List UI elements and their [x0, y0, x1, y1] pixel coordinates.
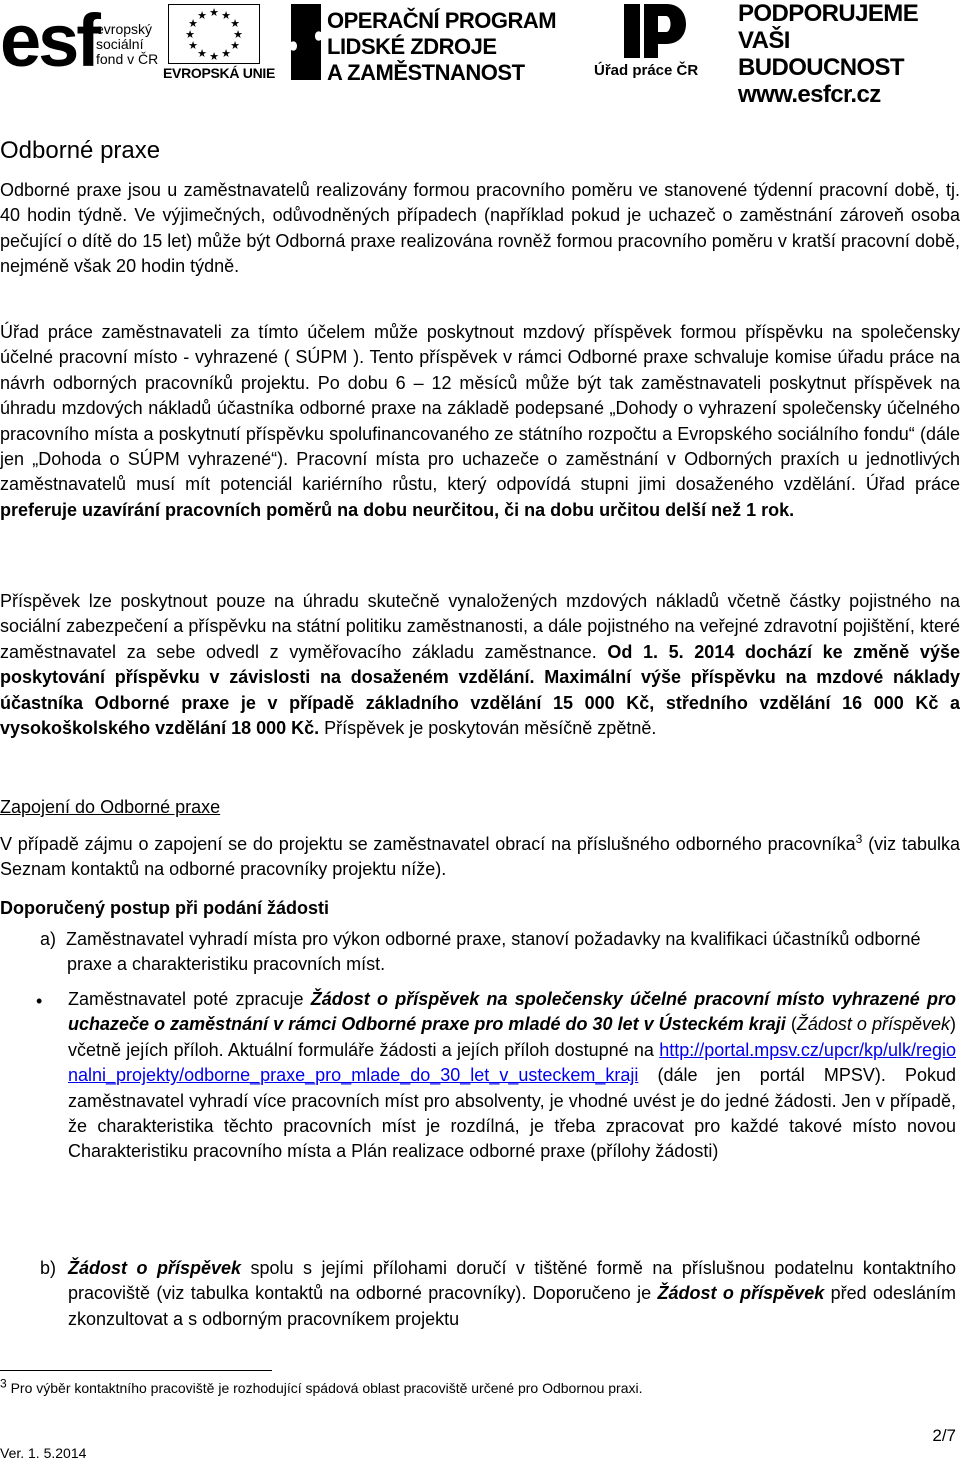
svg-text:★: ★	[188, 39, 198, 52]
portal-mpsv-link[interactable]: http://portal.mpsv.cz/upcr/kp/ulk/regionalni_projekty/odborne_praxe_pro_mlade_do_30_let_v_usteckem_kraji	[68, 1039, 956, 1086]
eu-label: EVROPSKÁ UNIE	[163, 65, 276, 81]
slogan: PODPORUJEME VAŠI BUDOUCNOST www.esfcr.cz	[738, 0, 919, 108]
svg-text:★: ★	[209, 6, 219, 19]
svg-text:★: ★	[230, 39, 240, 52]
paragraph-1: Odborné praxe jsou u zaměstnavatelů realizovány formou pracovního poměru ve stanovené týdenní pracovní době, tj. 40 hodin týdně. Ve výjimečných, odůvodněných případech (například pokud je uchazeč o zaměstnání zároveň osoba pečující o dítě do 15 let) může být Odborná praxe realizována rovněž formou pracovního poměru v kratší pracovní době, nejméně však 20 hodin týdně.	[0, 180, 960, 277]
svg-text:★: ★	[221, 47, 231, 60]
eu-stars-icon	[168, 4, 260, 64]
esf-logo-text: evropský sociální fond v ČR	[96, 21, 159, 67]
paragraph-3: Příspěvek lze poskytnout pouze na úhradu skutečně vynaložených mzdových nákladů včetně částky pojistného na sociální zabezpečení a příspěvku na státní politiku zaměstnanosti, a dále pojistného na veřejné zdravotní pojištění, které zaměstnavatel za sebe odvedl z vyměřovacího základu zaměstnance. Od 1. 5. 2014 dochází ke změně výše poskytování příspěvku v závislosti na dosaženém vzdělání. Maximální výše příspěvku na mzdové náklady účastníka Odborné praxe je v případě základního vzdělání 15 000 Kč, středního vzdělání 16 000 Kč a vysokoškolského vzdělání 18 000 Kč. Příspěvek je poskytován měsíčně zpětně.	[0, 591, 960, 739]
svg-text:★: ★	[209, 50, 219, 63]
esf-logo: esf	[0, 0, 98, 82]
section-heading-postup: Doporučený postup při podání žádosti	[0, 898, 330, 918]
footnote: 3 Pro výběr kontaktního pracoviště je rozhodující spádová oblast pracoviště určené pro Odbornou praxi.	[0, 1376, 643, 1396]
svg-text:★: ★	[233, 28, 243, 41]
bullet-item: Zaměstnavatel poté zpracuje Žádost o příspěvek na společensky účelné pracovní místo vyhrazené pro uchazeče o zaměstnání v rámci Odborné praxe pro mladé do 30 let v Ústeckém kraji (Žádost o příspěvek) včetně jejích příloh. Aktuální formuláře žádosti a jejích příloh dostupné na http://portal.mpsv.cz/upcr/kp/ulk/regionalni_projekty/odborne_praxe_pro_mlade_do_30_let_v_usteckem_kraji (dále jen portál MPSV). Pokud zaměstnavatel vyhradí více pracovních míst pro absolventy, je vhodné uvést je do jedné žádosti. Jen v případě, že charakteristika těchto pracovních míst je rozdílná, je třeba zpracovat pro každé takové místo novou Charakteristiku pracovního místa a Plán realizace odborné praxe (přílohy žádosti)	[68, 989, 956, 1162]
page-number: 2/7	[932, 1426, 956, 1445]
paragraph-2: Úřad práce zaměstnavateli za tímto účelem může poskytnout mzdový příspěvek formou příspěvku na společensky účelné pracovní místo - vyhrazené ( SÚPM ). Tento příspěvek v rámci Odborné praxe schvaluje komise úřadu práce na návrh odborných pracovníků projektu. Po dobu 6 – 12 měsíců může být tak zaměstnavateli poskytnut příspěvek na úhradu mzdových nákladů účastníka odborné praxe na základě podepsané „Dohody o vyhrazení společensky účelného pracovního místa a poskytnutí příspěvku spolufinancovaného ze státního rozpočtu a Evropského sociálního fondu“ (dále jen „Dohoda o SÚPM vyhrazené“). Pracovní místa pro uchazeče o zaměstnání v Odborných praxích u jednotlivých zaměstnavatelů musí mít potenciál kariérního růstu, který odpovídá stupni jimi dosaženého vzdělání. Úřad práce preferuje uzavírání pracovních poměrů na dobu neurčitou, či na dobu určitou delší než 1 rok.	[0, 322, 960, 520]
section-heading-zapojeni: Zapojení do Odborné praxe	[0, 797, 221, 817]
page-title: Odborné praxe	[0, 137, 161, 164]
urad-prace-label: Úřad práce ČR	[594, 62, 699, 79]
svg-text:★: ★	[230, 17, 240, 30]
svg-text:★: ★	[197, 47, 207, 60]
urad-prace-logo-icon	[622, 2, 688, 60]
puzzle-icon	[289, 2, 323, 82]
op-logo-text: OPERAČNÍ PROGRAM LIDSKÉ ZDROJE A ZAMĚSTNANOST	[327, 8, 557, 85]
footnote-ref: 3	[855, 832, 863, 846]
list-item-b-label: b)	[40, 1258, 57, 1278]
svg-text:★: ★	[188, 17, 198, 30]
svg-text:★: ★	[197, 9, 207, 22]
version-label: Ver. 1. 5.2014	[0, 1445, 87, 1461]
svg-text:★: ★	[221, 9, 231, 22]
footnote-divider	[0, 1370, 272, 1371]
header-logos	[0, 0, 960, 108]
svg-text:★: ★	[185, 28, 195, 41]
list-item-b: Žádost o příspěvek spolu s jejími přílohami doručí v tištěné formě na příslušnou podatelnu kontaktního pracoviště (viz tabulka kontaktů na odborné pracovníky). Doporučeno je Žádost o příspěvek před odesláním zkonzultovat a s odborným pracovníkem projektu	[68, 1258, 956, 1329]
paragraph-4: V případě zájmu o zapojení se do projektu se zaměstnavatel obrací na příslušného odborného pracovníka$^3$ (viz tabulka Seznam kontaktů na odborné pracovníky projektu níže).	[0, 832, 960, 880]
list-item-a: a) Zaměstnavatel vyhradí místa pro výkon odborné praxe, stanoví požadavky na kvalifikaci účastníků odborné praxe a charakteristiku pracovních míst.	[40, 929, 921, 975]
bullet-icon: •	[36, 991, 43, 1011]
